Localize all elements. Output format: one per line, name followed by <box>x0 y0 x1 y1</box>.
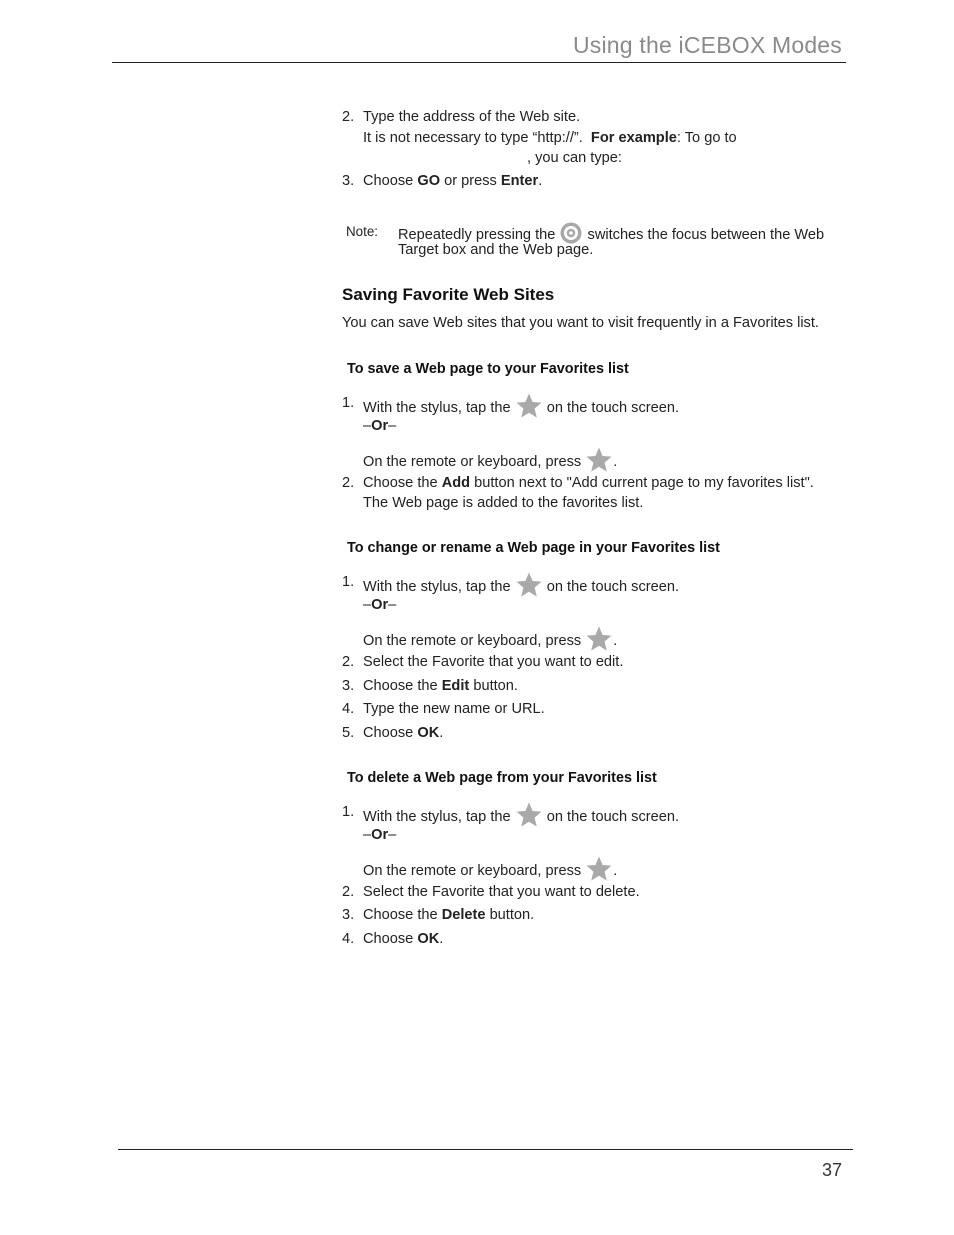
proc-change-heading: To change or rename a Web page in your Favorites list <box>347 540 720 556</box>
proc-delete-heading: To delete a Web page from your Favorites list <box>347 770 657 786</box>
page-number: 37 <box>821 1160 842 1180</box>
step-2-detail: It is not necessary to type “http://”. For example: To go to <box>363 130 737 146</box>
star-icon <box>585 446 613 474</box>
note-cont: Target box and the Web page. <box>398 242 594 258</box>
proc-change-step-1-alt: On the remote or keyboard, press . <box>363 627 617 655</box>
section-title: Saving Favorite Web Sites <box>342 285 555 304</box>
star-icon <box>515 392 543 420</box>
star-icon <box>515 801 543 829</box>
step-2-detail-cont: , you can type: <box>527 150 622 166</box>
star-icon <box>515 571 543 599</box>
proc-save-step-2-result: The Web page is added to the favorites list. <box>363 495 644 511</box>
star-icon <box>585 855 613 883</box>
or-separator: –Or– <box>363 827 397 843</box>
proc-delete-step-1-alt: On the remote or keyboard, press . <box>363 857 617 885</box>
proc-save-step-1-alt: On the remote or keyboard, press . <box>363 448 617 476</box>
or-separator: –Or– <box>363 418 397 434</box>
header-rule <box>112 62 846 63</box>
or-separator: –Or– <box>363 597 397 613</box>
star-icon <box>585 625 613 653</box>
section-intro: You can save Web sites that you want to visit frequently in a Favorites list. <box>342 315 819 331</box>
footer-rule <box>118 1149 853 1150</box>
page-header-title: Using the iCEBOX Modes <box>572 32 842 58</box>
proc-save-heading: To save a Web page to your Favorites list <box>347 361 629 377</box>
